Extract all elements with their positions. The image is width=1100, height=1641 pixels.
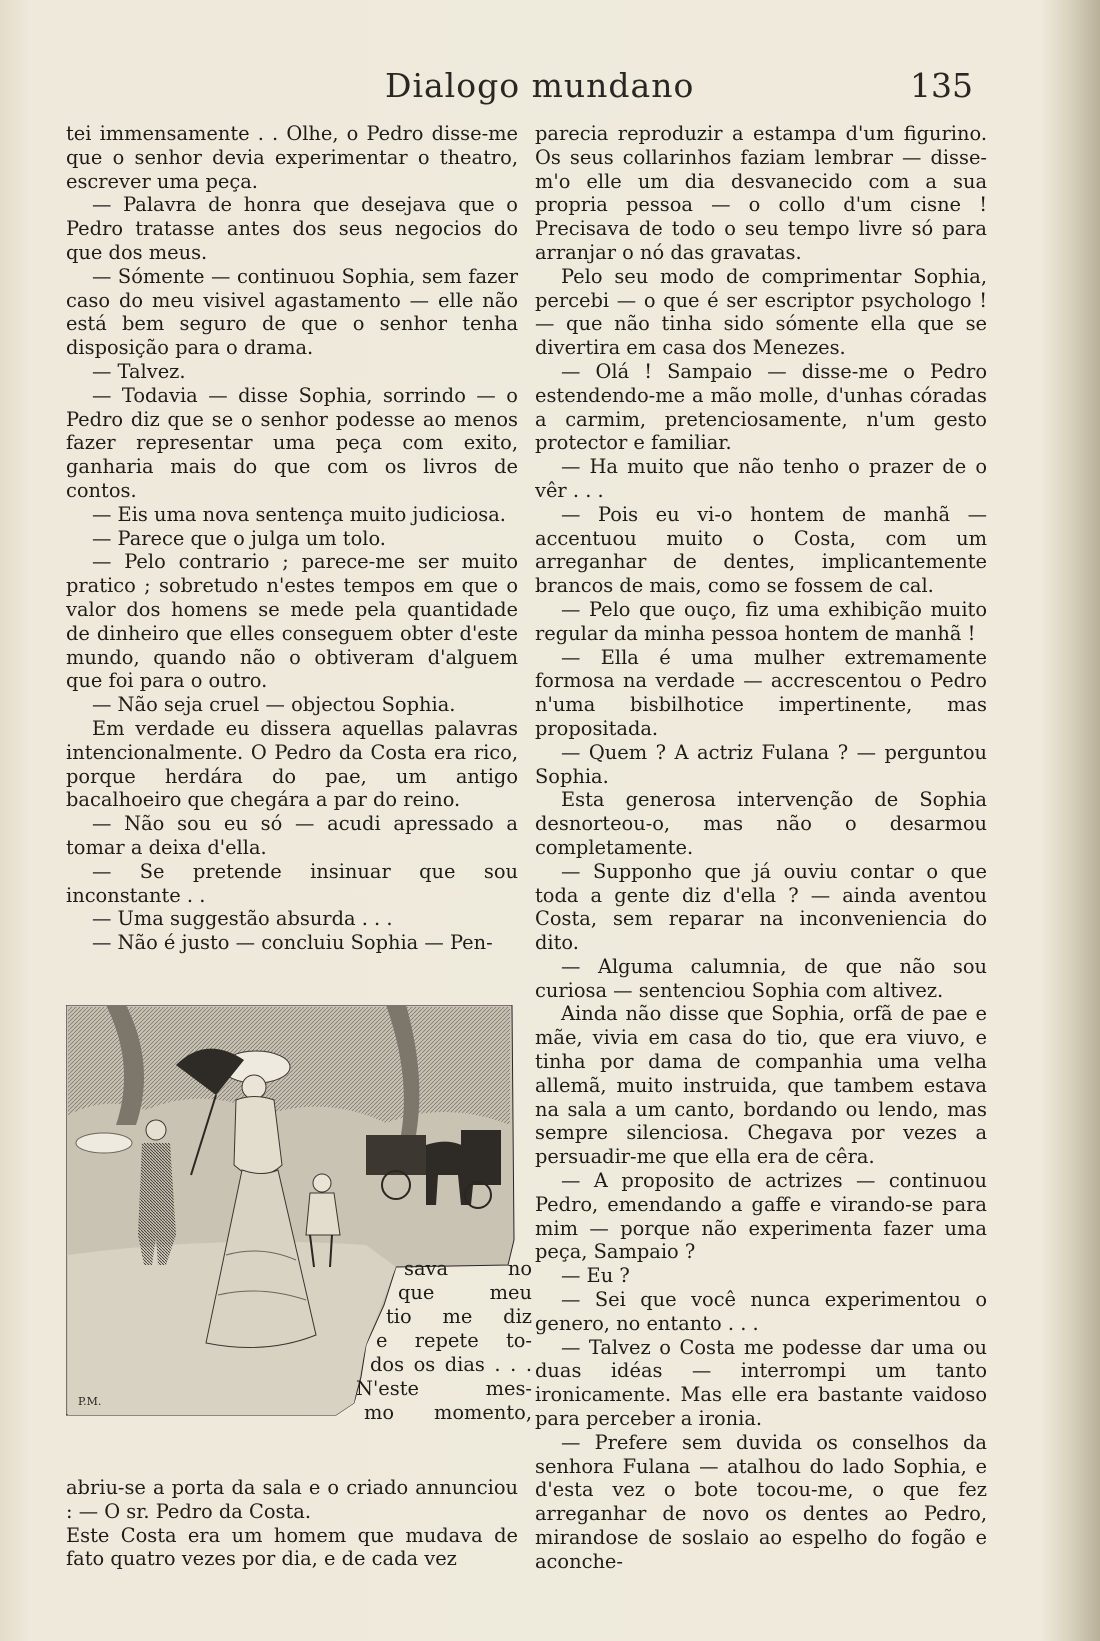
paragraph: tei immensamente . . Olhe, o Pedro disse-me que o senhor devia experimentar o theatro, escrever uma peça.	[66, 122, 518, 193]
paragraph: — Eu ?	[561, 1264, 630, 1288]
paragraph: parecia reproduzir a estampa d'um figurino. Os seus collarinhos faziam lembrar — disse-m'o elle um dia desvanecido com a sua propria pessoa — o collo d'um cisne ! Precisava de todo o seu tempo livre só para arranjar o nó das gravatas.	[535, 122, 987, 264]
paragraph: — Não é justo — concluiu Sophia — Pen-	[92, 931, 493, 955]
left-column-bottom	[66, 1476, 518, 1571]
paragraph: — Ella é uma mulher extremamente formosa na verdade — accrescentou o Pedro n'uma bisbilhotice impertinente, mas propositada.	[535, 645, 987, 740]
paragraph: — Pelo que ouço, fiz uma exhibição muito regular da minha pessoa hontem de manhã !	[535, 597, 987, 645]
paragraph: Em verdade eu dissera aquellas palavras intencionalmente. O Pedro da Costa era rico, porque herdára do pae, um antigo bacalhoeiro que chegára a par do reino.	[66, 716, 518, 812]
paragraph: — Não seja cruel — objectou Sophia.	[92, 693, 456, 717]
illustration-signature: P.M.	[78, 1395, 102, 1408]
paragraph: — Palavra de honra que desejava que o Pedro tratasse antes dos seus negocios do que dos meus.	[66, 193, 518, 264]
paragraph: — Pelo contrario ; parece-me ser muito pratico ; sobretudo n'estes tempos em que o valor dos homens se mede pela quantidade de dinheiro que elles conseguem obter d'este mundo, quando não o obtiveram d'alguem que foi para o outro.	[66, 550, 518, 693]
wrapped-line: e repete to-	[376, 1329, 532, 1352]
paragraph: Ainda não disse que Sophia, orfã de pae e mãe, vivia em casa do tio, que era viuvo, e tinha por dama de companhia uma velha allemã, muito instruida, que tambem estava na sala a um canto, bordando ou lendo, mas sempre silenciosa. Chegava por vezes a persuadir-me que ella era de cêra.	[535, 1002, 987, 1169]
page-number: 135	[910, 66, 973, 105]
paragraph: — A proposito de actrizes — continuou Pedro, emendando a gaffe e virando-se para mim — porque não experimenta fazer uma peça, Sampaio ?	[535, 1169, 987, 1264]
illustration	[66, 1005, 532, 1435]
right-column	[535, 122, 987, 1574]
paragraph: abriu-se a porta da sala e o criado annunciou : — O sr. Pedro da Costa.	[66, 1476, 518, 1523]
paragraph: Este Costa era um homem que mudava de fato quatro vezes por dia, e de cada vez	[66, 1523, 518, 1571]
wrapped-line: dos os dias . . .	[370, 1353, 532, 1376]
paragraph: — Uma suggestão absurda . . .	[92, 907, 393, 931]
paragraph: — Sómente — continuou Sophia, sem fazer caso do meu visivel agastamento — elle não está bem seguro de que o senhor tenha disposição para o drama.	[66, 264, 518, 360]
paragraph: — Todavia — disse Sophia, sorrindo — o Pedro diz que se o senhor podesse ao menos fazer representar uma peça com exito, ganharia mais do que com os livros de contos.	[66, 383, 518, 502]
paragraph: — Parece que o julga um tolo.	[92, 526, 386, 550]
paragraph: — Eis uma nova sentença muito judiciosa.	[92, 502, 506, 526]
running-title: Dialogo mundano	[385, 66, 695, 105]
wrapped-line: N'este mes-	[356, 1377, 532, 1400]
left-column	[66, 122, 518, 955]
wrapped-line: mo momento,	[364, 1401, 532, 1424]
page-header	[0, 66, 1100, 114]
paragraph: — Supponho que já ouviu contar o que toda a gente diz d'ella ? — ainda aventou Costa, sem reparar na inconveniencia do dito.	[535, 859, 987, 955]
paragraph: — Alguma calumnia, de que não sou curiosa — sentenciou Sophia com altivez.	[535, 954, 987, 1002]
paragraph: — Talvez o Costa me podesse dar uma ou duas idéas — interrompi um tanto ironicamente. Mas elle era bastante vaidoso para perceber a ironia.	[535, 1335, 987, 1431]
paragraph: — Ha muito que não tenho o prazer de o vêr . . .	[535, 455, 987, 502]
paragraph: — Talvez.	[92, 359, 186, 383]
paragraph: — Sei que você nunca experimentou o genero, no entanto . . .	[535, 1288, 987, 1335]
paragraph: — Não sou eu só — acudi apressado a tomar a deixa d'ella.	[66, 812, 518, 859]
paragraph: — Pois eu vi-o hontem de manhã — accentuou muito o Costa, com um arreganhar de dentes, implicantemente brancos de mais, como se fossem de cal.	[535, 502, 987, 598]
paragraph: — Quem ? A actriz Fulana ? — perguntou Sophia.	[535, 740, 987, 788]
paragraph: Esta generosa intervenção de Sophia desnorteou-o, mas não o desarmou completamente.	[535, 788, 987, 859]
paragraph: — Olá ! Sampaio — disse-me o Pedro estendendo-me a mão molle, d'unhas córadas a carmim, pretenciosamente, n'um gesto protector e familiar.	[535, 359, 987, 455]
wrapped-line: tio me diz	[386, 1305, 532, 1328]
wrapped-line: sava no	[404, 1257, 532, 1280]
paragraph: — Prefere sem duvida os conselhos da senhora Fulana — atalhou do lado Sophia, e d'esta vez o bote tocou-me, o que fez arreganhar de novo os dentes ao Pedro, mirandose de soslaio ao espelho do fogão e aconche-	[535, 1430, 987, 1573]
paragraph: — Se pretende insinuar que sou inconstante . .	[66, 859, 518, 907]
paragraph: Pelo seu modo de comprimentar Sophia, percebi — o que é ser escriptor psychologo ! — que não tinha sido sómente ella que se divertira em casa dos Menezes.	[535, 264, 987, 360]
wrapped-line: que meu	[398, 1281, 532, 1304]
wrapped-text-block	[66, 1005, 532, 1435]
